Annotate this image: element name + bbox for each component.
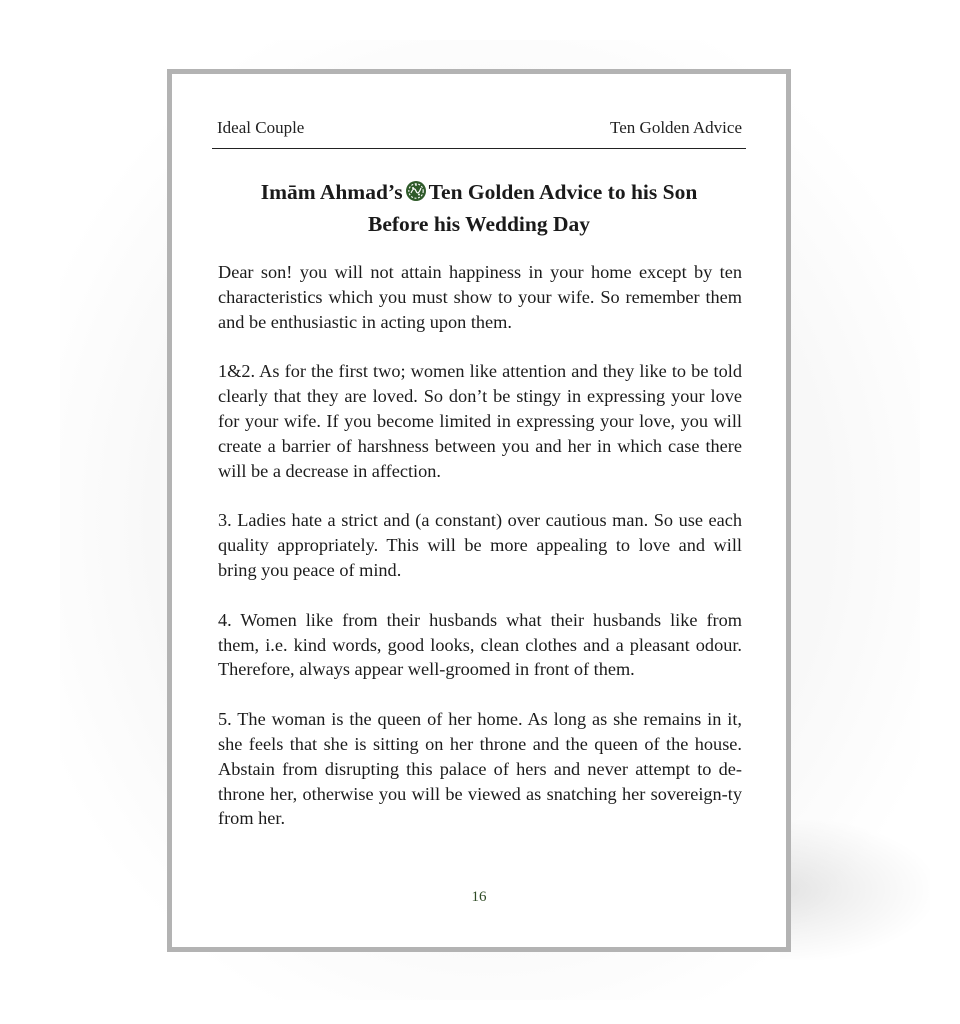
- book-page: [167, 69, 791, 952]
- body-text: [218, 260, 742, 856]
- paragraph-advice-4: 4. Women like from their husbands what their husbands like from them, i.e. kind words, good looks, clean clothes and a pleasant odour. Therefore, always appear well-groomed in front of them.: [218, 609, 742, 680]
- page-number: 16: [471, 889, 487, 905]
- chapter-heading: [202, 178, 756, 239]
- header-book-title: Ideal Couple: [217, 118, 305, 137]
- running-header: [212, 116, 746, 149]
- honorific-calligraphy-icon: [405, 180, 427, 210]
- heading-name: Imām Ahmad’s: [260, 180, 403, 204]
- heading-line-2: Before his Wedding Day: [367, 212, 590, 236]
- paragraph-advice-1-2: 1&2. As for the first two; women like attention and they like to be told clearly that they are loved. So don’t be stingy in expressing your love for your wife. If you become limited in expressing your love, you will create a barrier of harshness between you and her in which case there will be a decrease in affection.: [218, 361, 742, 481]
- page-drop-shadow: [780, 820, 930, 960]
- paragraph-advice-3: 3. Ladies hate a strict and (a constant) over cautious man. So use each quality appropriately. This will be more appealing to love and will bring you peace of mind.: [218, 510, 742, 580]
- heading-line-1: Ten Golden Advice to his Son: [428, 180, 698, 204]
- paragraph-advice-5: 5. The woman is the queen of her home. As long as she remains in it, she feels that she is sitting on her throne and the queen of the house. Abstain from disrupting this palace of hers and never attempt to de-throne her, otherwise you will be viewed as snatching her sovereign-ty from her.: [218, 709, 742, 829]
- header-chapter-title: Ten Golden Advice: [610, 118, 742, 137]
- paragraph-intro: Dear son! you will not attain happiness in your home except by ten characteristics which you must show to your wife. So remember them and be enthusiastic in acting upon them.: [218, 262, 742, 332]
